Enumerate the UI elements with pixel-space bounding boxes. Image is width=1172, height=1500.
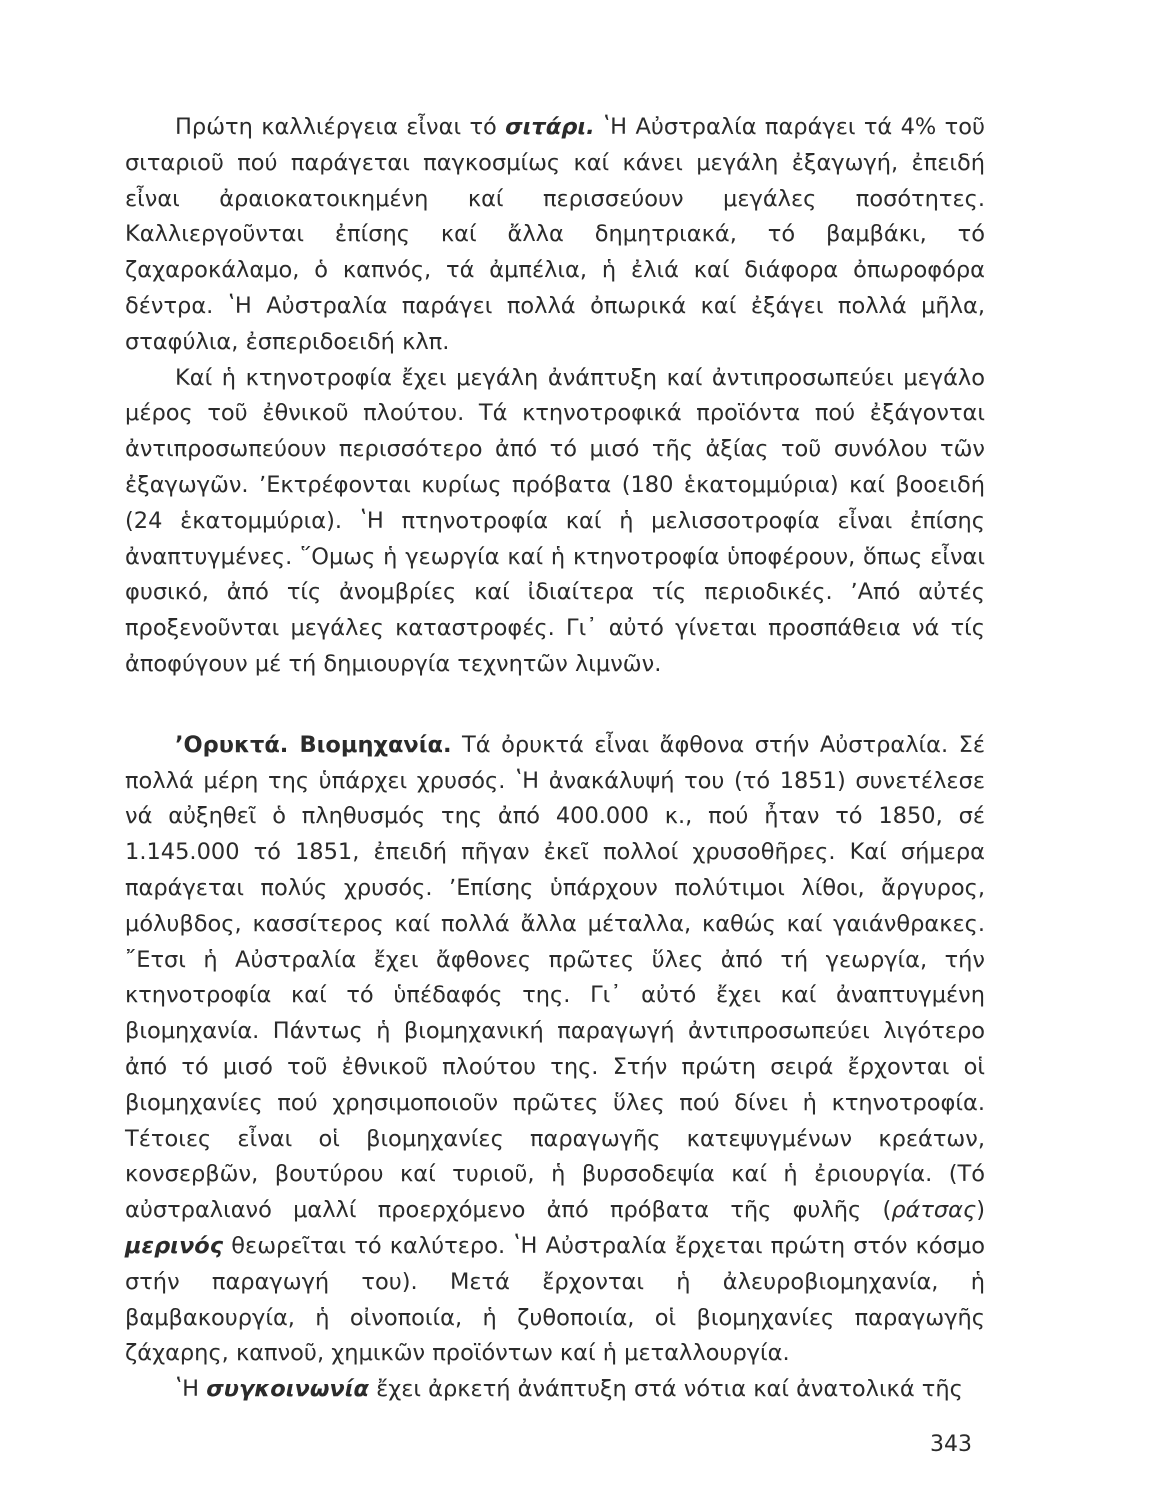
term-breed: ράτσας [891, 1197, 977, 1224]
text-segment: Καί ἡ κτηνοτροφία ἔχει μεγάλη ἀνάπτυξη καί ἀντιπροσωπεύει μεγάλο μέρος τοῦ ἐθνικοῦ πλούτου. Τά κτηνοτροφικά προϊόντα πού ἐξάγονται ἀντιπροσωπεύουν περισσότερο ἀπό τό μισό τῆς ἀξίας τοῦ συνόλου τῶν ἐξαγωγῶν. ʼΕκτρέφονται κυρίως πρόβατα (180 ἑκατομμύρια) καί βοοειδή (24 ἑκατομμύρια). ʽΗ πτηνοτροφία καί ἡ μελισσοτροφία εἶναι ἐπίσης ἀναπτυγμένες. ῞Ομως ἡ γεωργία καί ἡ κτηνοτροφία ὑποφέρουν, ὅπως εἶναι φυσικό, ἀπό τίς ἀνομβρίες καί ἰδιαίτερα τίς περιοδικές. ʼΑπό αὐτές προξενοῦνται μεγάλες καταστροφές. Γι᾽ αὐτό γίνεται προσπάθεια νά τίς ἀποφύγουν μέ τή δημιουργία τεχνητῶν λιμνῶν. [125, 364, 985, 677]
section-heading-minerals: ʼΟρυκτά. Βιομηχανία. [175, 731, 452, 758]
text-segment: ʽΗ Αὐστραλία παράγει τά 4% τοῦ σιταριοῦ πού παράγεται παγκοσμίως καί κάνει μεγάλη ἐξαγωγή, ἐπειδή εἶναι ἀραιοκατοικημένη καί περισσεύουν μεγάλες ποσότητες. Καλλιεργοῦνται ἐπίσης καί ἄλλα δημητριακά, τό βαμβάκι, τό ζαχαροκάλαμο, ὁ καπνός, τά ἀμπέλια, ἡ ἐλιά καί διάφορα ὀπωροφόρα δέντρα. ʽΗ Αὐστραλία παράγει πολλά ὀπωρικά καί ἐξάγει πολλά μῆλα, σταφύλια, ἐσπεριδοειδή κλπ. [125, 114, 986, 355]
text-segment: θεωρεῖται τό καλύτερο. ʽΗ Αὐστραλία ἔρχεται πρώτη στόν κόσμο στήν παραγωγή του). Μετά ἔρχονται ἡ ἀλευροβιομηχανία, ἡ βαμβακουργία, ἡ οἰνοποιία, ἡ ζυθοποιία, οἱ βιομηχανίες παραγωγῆς ζάχαρης, καπνοῦ, χημικῶν προϊόντων καί ἡ μεταλλουργία. [125, 1232, 985, 1367]
text-segment: Πρώτη καλλιέργεια εἶναι τό [175, 114, 506, 140]
text-segment: Τά ὀρυκτά εἶναι ἄφθονα στήν Αὐστραλία. Σέ πολλά μέρη της ὑπάρχει χρυσός. ʽΗ ἀνακάλυψή του (τό 1851) συνετέλεσε νά αὐξηθεῖ ὁ πληθυσμός της ἀπό 400.000 κ., πού ἦταν τό 1850, σέ 1.145.000 τό 1851, ἐπειδή πῆγαν ἐκεῖ πολλοί χρυσοθῆρες. Καί σήμερα παράγεται πολύς χρυσός. ʼΕπίσης ὑπάρχουν πολύτιμοι λίθοι, ἄργυρος, μόλυβδος, κασσίτερος καί πολλά ἄλλα μέταλλα, καθώς καί γαιάνθρακες. ῎Ετσι ἡ Αὐστραλία ἔχει ἄφθονες πρῶτες ὕλες ἀπό τή γεωργία, τήν κτηνοτροφία καί τό ὑπέδαφός της. Γι᾽ αὐτό ἔχει καί ἀναπτυγμένη βιομηχανία. Πάντως ἡ βιομηχανική παραγωγή ἀντιπροσωπεύει λιγότερο ἀπό τό μισό τοῦ ἐθνικοῦ πλούτου της. Στήν πρώτη σειρά ἔρχονται οἱ βιομηχανίες πού χρησιμοποιοῦν πρῶτες ὕλες πού δίνει ἡ κτηνοτροφία. Τέτοιες εἶναι οἱ βιομηχανίες παραγωγῆς κατεψυγμένων κρεάτων, κονσερβῶν, βουτύρου καί τυριοῦ, ἡ βυρσοδεψία καί ἡ ἐριουργία. (Τό αὐστραλιανό μαλλί προερχόμενο ἀπό πρόβατα τῆς φυλῆς ( [125, 731, 985, 1224]
term-communication: συγκοινωνία [206, 1376, 369, 1403]
text-segment: ʽΗ [175, 1376, 207, 1403]
page-body [125, 110, 985, 1408]
text-segment: ἔχει ἀρκετή ἀνάπτυξη στά νότια καί ἀνατολικά τῆς [368, 1376, 963, 1403]
paragraph-communication [125, 1372, 985, 1408]
page-number: 343 [930, 1432, 972, 1457]
paragraph-minerals-industry [125, 728, 985, 1372]
paragraph-livestock [125, 361, 985, 683]
term-wheat: σιτάρι. [505, 114, 595, 140]
term-merino: μερινός [125, 1232, 224, 1259]
paragraph-wheat [125, 110, 985, 361]
text-segment: ) [976, 1197, 985, 1224]
